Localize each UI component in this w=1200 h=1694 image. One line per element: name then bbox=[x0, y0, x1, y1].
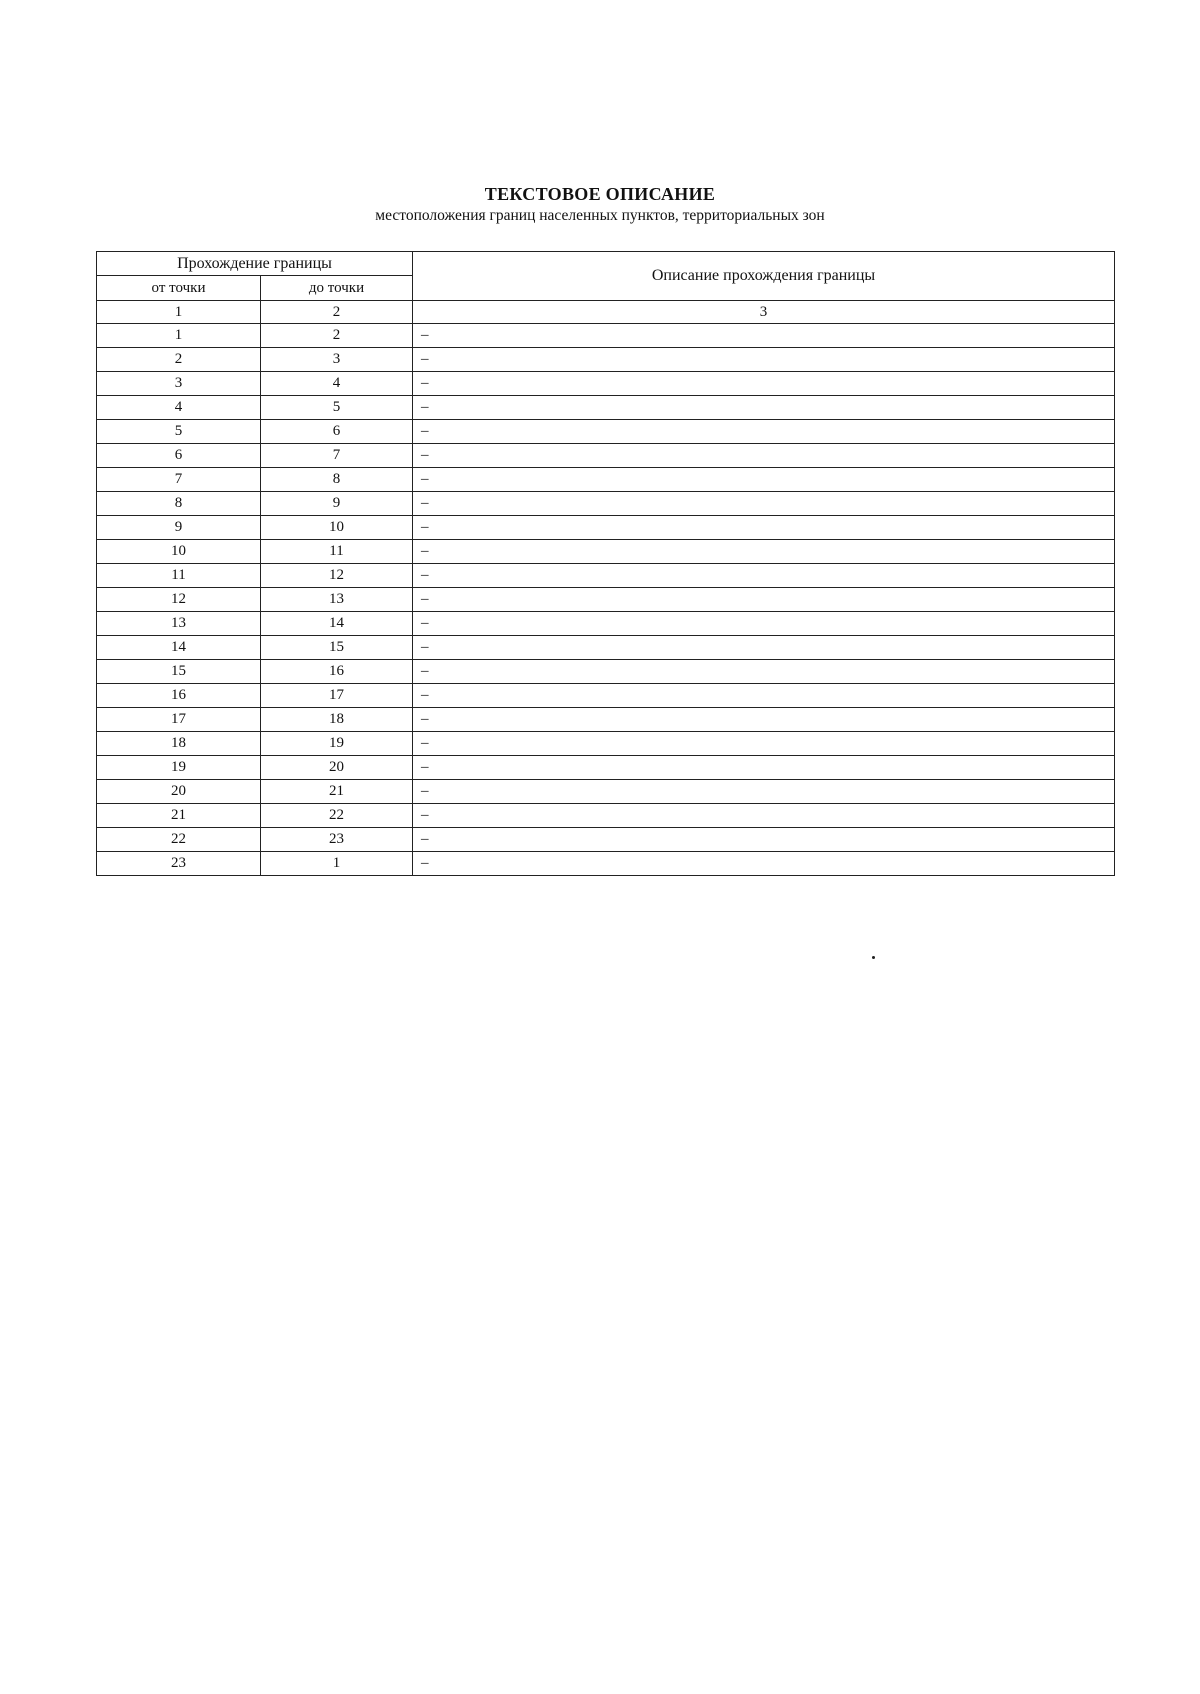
cell-to-point: 7 bbox=[261, 444, 413, 468]
cell-from-point: 9 bbox=[97, 516, 261, 540]
cell-from-point: 23 bbox=[97, 852, 261, 876]
column-number: 1 bbox=[97, 301, 261, 324]
cell-to-point: 22 bbox=[261, 804, 413, 828]
cell-from-point: 2 bbox=[97, 348, 261, 372]
cell-to-point: 10 bbox=[261, 516, 413, 540]
cell-description: – bbox=[413, 564, 1115, 588]
cell-to-point: 11 bbox=[261, 540, 413, 564]
cell-from-point: 13 bbox=[97, 612, 261, 636]
cell-description: – bbox=[413, 684, 1115, 708]
header-from-point: от точки bbox=[97, 276, 261, 301]
table-row bbox=[97, 684, 1115, 708]
table-row bbox=[97, 564, 1115, 588]
cell-to-point: 6 bbox=[261, 420, 413, 444]
cell-from-point: 20 bbox=[97, 780, 261, 804]
table-row bbox=[97, 612, 1115, 636]
cell-from-point: 5 bbox=[97, 420, 261, 444]
table-row bbox=[97, 516, 1115, 540]
cell-from-point: 17 bbox=[97, 708, 261, 732]
cell-description: – bbox=[413, 420, 1115, 444]
header-boundary-passage: Прохождение границы bbox=[97, 252, 413, 276]
cell-to-point: 23 bbox=[261, 828, 413, 852]
cell-description: – bbox=[413, 324, 1115, 348]
table-row bbox=[97, 636, 1115, 660]
cell-description: – bbox=[413, 636, 1115, 660]
cell-to-point: 18 bbox=[261, 708, 413, 732]
document-subtitle: местоположения границ населенных пунктов, территориальных зон bbox=[375, 207, 825, 224]
cell-description: – bbox=[413, 780, 1115, 804]
cell-from-point: 4 bbox=[97, 396, 261, 420]
cell-to-point: 4 bbox=[261, 372, 413, 396]
cell-description: – bbox=[413, 660, 1115, 684]
cell-description: – bbox=[413, 852, 1115, 876]
cell-description: – bbox=[413, 612, 1115, 636]
cell-from-point: 10 bbox=[97, 540, 261, 564]
cell-to-point: 1 bbox=[261, 852, 413, 876]
table-row bbox=[97, 708, 1115, 732]
cell-from-point: 14 bbox=[97, 636, 261, 660]
table-row bbox=[97, 348, 1115, 372]
cell-from-point: 11 bbox=[97, 564, 261, 588]
cell-description: – bbox=[413, 372, 1115, 396]
cell-from-point: 19 bbox=[97, 756, 261, 780]
cell-from-point: 18 bbox=[97, 732, 261, 756]
table-row bbox=[97, 780, 1115, 804]
cell-to-point: 14 bbox=[261, 612, 413, 636]
cell-description: – bbox=[413, 708, 1115, 732]
cell-description: – bbox=[413, 540, 1115, 564]
cell-from-point: 1 bbox=[97, 324, 261, 348]
cell-description: – bbox=[413, 732, 1115, 756]
document-title: ТЕКСТОВОЕ ОПИСАНИЕ bbox=[484, 184, 716, 204]
cell-description: – bbox=[413, 468, 1115, 492]
cell-description: – bbox=[413, 492, 1115, 516]
table-row bbox=[97, 324, 1115, 348]
cell-to-point: 12 bbox=[261, 564, 413, 588]
table-row bbox=[97, 444, 1115, 468]
table-row bbox=[97, 804, 1115, 828]
cell-to-point: 3 bbox=[261, 348, 413, 372]
cell-to-point: 9 bbox=[261, 492, 413, 516]
cell-description: – bbox=[413, 348, 1115, 372]
cell-from-point: 21 bbox=[97, 804, 261, 828]
cell-to-point: 16 bbox=[261, 660, 413, 684]
table-row bbox=[97, 492, 1115, 516]
cell-description: – bbox=[413, 516, 1115, 540]
table-row bbox=[97, 372, 1115, 396]
cell-description: – bbox=[413, 588, 1115, 612]
table-body bbox=[97, 324, 1115, 876]
cell-description: – bbox=[413, 804, 1115, 828]
column-number: 2 bbox=[261, 301, 413, 324]
cell-from-point: 15 bbox=[97, 660, 261, 684]
cell-from-point: 8 bbox=[97, 492, 261, 516]
cell-to-point: 2 bbox=[261, 324, 413, 348]
cell-description: – bbox=[413, 756, 1115, 780]
table-row bbox=[97, 732, 1115, 756]
table-row bbox=[97, 756, 1115, 780]
table-row bbox=[97, 660, 1115, 684]
cell-to-point: 19 bbox=[261, 732, 413, 756]
table-row bbox=[97, 828, 1115, 852]
cell-description: – bbox=[413, 828, 1115, 852]
table-row bbox=[97, 540, 1115, 564]
header-description: Описание прохождения границы bbox=[413, 252, 1115, 301]
cell-from-point: 16 bbox=[97, 684, 261, 708]
table-row bbox=[97, 420, 1115, 444]
cell-to-point: 13 bbox=[261, 588, 413, 612]
cell-to-point: 5 bbox=[261, 396, 413, 420]
cell-to-point: 15 bbox=[261, 636, 413, 660]
cell-to-point: 21 bbox=[261, 780, 413, 804]
table-row bbox=[97, 468, 1115, 492]
boundary-table bbox=[96, 251, 1115, 876]
cell-description: – bbox=[413, 444, 1115, 468]
cell-from-point: 12 bbox=[97, 588, 261, 612]
table-row bbox=[97, 852, 1115, 876]
cell-from-point: 22 bbox=[97, 828, 261, 852]
cell-from-point: 6 bbox=[97, 444, 261, 468]
header-to-point: до точки bbox=[261, 276, 413, 301]
cell-from-point: 7 bbox=[97, 468, 261, 492]
cell-from-point: 3 bbox=[97, 372, 261, 396]
cell-description: – bbox=[413, 396, 1115, 420]
cell-to-point: 17 bbox=[261, 684, 413, 708]
table-row bbox=[97, 588, 1115, 612]
cell-to-point: 20 bbox=[261, 756, 413, 780]
stray-dot bbox=[872, 956, 875, 959]
table-row bbox=[97, 396, 1115, 420]
cell-to-point: 8 bbox=[261, 468, 413, 492]
column-number: 3 bbox=[413, 301, 1115, 324]
